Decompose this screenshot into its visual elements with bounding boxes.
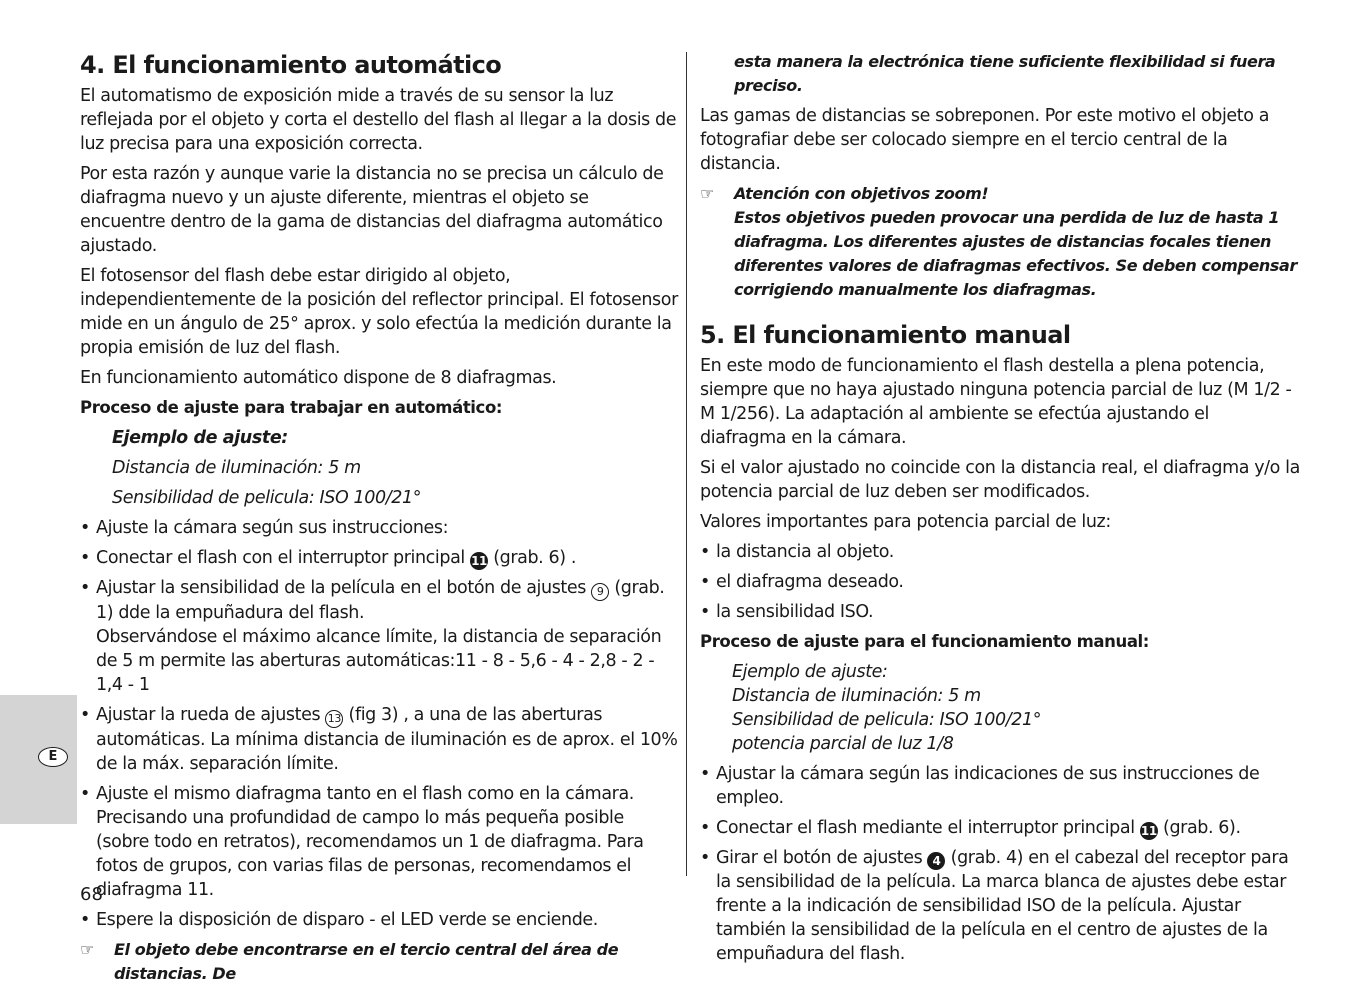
procedure-heading: Proceso de ajuste para el funcionamiento manual: [700,632,1150,651]
right-column [700,50,1300,972]
list-item: • Ajustar la rueda de ajustes 13 (fig 3) , a una de las aberturas automáticas. La mínima distancia de iluminación es de aprox. el 10% de la máx. separación límite. [80,703,678,776]
paragraph: El fotosensor del flash debe estar dirigido al objeto, independientemente de la posición del reflector principal. El fotosensor mide en un ángulo de 25° aprox. y solo efectúa la medición durante la propia emisión de luz del flash. [80,266,678,358]
list-item: • la sensibilidad ISO. [700,600,1300,624]
paragraph: Las gamas de distancias se sobreponen. Por este motivo el objeto a fotografiar debe ser colocado siempre en el tercio central de la distancia. [700,106,1270,174]
section-heading-automatic: 4. El funcionamiento automático [80,51,502,79]
column-divider [686,52,687,876]
list-item: • Espere la disposición de disparo - el LED verde se enciende. [80,908,678,932]
spacer [700,308,1300,320]
paragraph: Por esta razón y aunque varie la distancia no se precisa un cálculo de diafragma nuevo y un ajuste diferente, mientras el objeto se encuentre dentro de la gama de distancias del diafragma automático ajustado. [80,164,664,256]
list-item: • Ajustar la cámara según las indicaciones de sus instrucciones de empleo. [700,762,1300,810]
paragraph: En este modo de funcionamiento el flash destella a plena potencia, siempre que no haya ajustado ninguna potencia parcial de luz (M 1/2 - M 1/256). La adaptación al ambiente se efectúa ajustando el diafragma en la cámara. [700,356,1292,448]
setting-button-symbol-icon: 4 [927,852,945,870]
main-switch-symbol-icon: 11 [471,554,487,568]
language-badge: E [38,747,68,767]
pointing-hand-icon: ☞ [700,184,714,203]
list-item: • Ajuste el mismo diafragma tanto en el flash como en la cámara. Precisando una profundidad de campo lo más pequeña posible (sobre todo en retratos), recomendamos un 1 de diafragma. Para fotos de grupos, con varias filas de personas, recomendamos el diafragma 11. [80,782,678,902]
paragraph: Si el valor ajustado no coincide con la distancia real, el diafragma y/o la potencia parcial de luz deben ser modificados. [700,458,1300,502]
list-item: • Girar el botón de ajustes 4 (grab. 4) en el cabezal del receptor para la sensibilidad de la película. La marca blanca de ajustes debe estar frente a la indicación de sensibilidad ISO de la película. Ajustar también la sensibilidad de la película en el centro de ajustes de la empuñadura del flash. [700,846,1300,966]
setting-knob-symbol-icon: 9 [591,583,609,601]
zoom-warning-note: ☞ Atención con objetivos zoom! Estos objetivos pueden provocar una perdida de luz de hasta 1 diafragma. Los diferentes ajustes de distancias focales tienen diferentes valores de diafragmas efectivos. Se deben compensar corrigiendo manualmente los diafragmas. [700,184,1297,299]
left-column [80,50,678,992]
section-heading-manual: 5. El funcionamiento manual [700,321,1071,349]
example-title: Ejemplo de ajuste: [112,428,288,448]
note: ☞ El objeto debe encontrarse en el tercio central del área de distancias. De [80,940,619,983]
paragraph: En funcionamiento automático dispone de 8 diafragmas. [80,368,557,388]
note-continuation: esta manera la electrónica tiene suficiente flexibilidad si fuera preciso. [734,52,1276,95]
list-item: • Conectar el flash mediante el interruptor principal 11 (grab. 6). [700,816,1300,840]
procedure-heading: Proceso de ajuste para trabajar en automático: [80,398,503,417]
setting-wheel-symbol-icon: 13 [325,710,343,728]
list-item: • Ajustar la sensibilidad de la película en el botón de ajustes 9 (grab. 1) dde la empuñadura del flash. Observándose el máximo alcance límite, la distancia de separación de 5 m permite las aberturas automáticas:11 - 8 - 5,6 - 4 - 2,8 - 2 - 1,4 - 1 [80,576,678,697]
example-sensitivity: Sensibilidad de pelicula: ISO 100/21° [112,488,422,508]
example-block: Ejemplo de ajuste: Distancia de iluminación: 5 m Sensibilidad de pelicula: ISO 100/21° potencia parcial de luz 1/8 [732,662,1042,754]
pointing-hand-icon: ☞ [80,940,94,959]
paragraph: El automatismo de exposición mide a través de su sensor la luz reflejada por el objeto y corta el destello del flash al llegar a la dosis de luz precisa para una exposición correcta. [80,86,677,154]
example-distance: Distancia de iluminación: 5 m [112,458,361,478]
list-item: • Conectar el flash con el interruptor principal 11 (grab. 6) . [80,546,678,570]
list-item: • Ajuste la cámara según sus instrucciones: [80,516,678,540]
list-item: • el diafragma deseado. [700,570,1300,594]
page-number: 68 [80,884,103,905]
main-switch-symbol-icon: 11 [1140,824,1157,838]
paragraph: Valores importantes para potencia parcial de luz: [700,512,1111,532]
list-item: • la distancia al objeto. [700,540,1300,564]
